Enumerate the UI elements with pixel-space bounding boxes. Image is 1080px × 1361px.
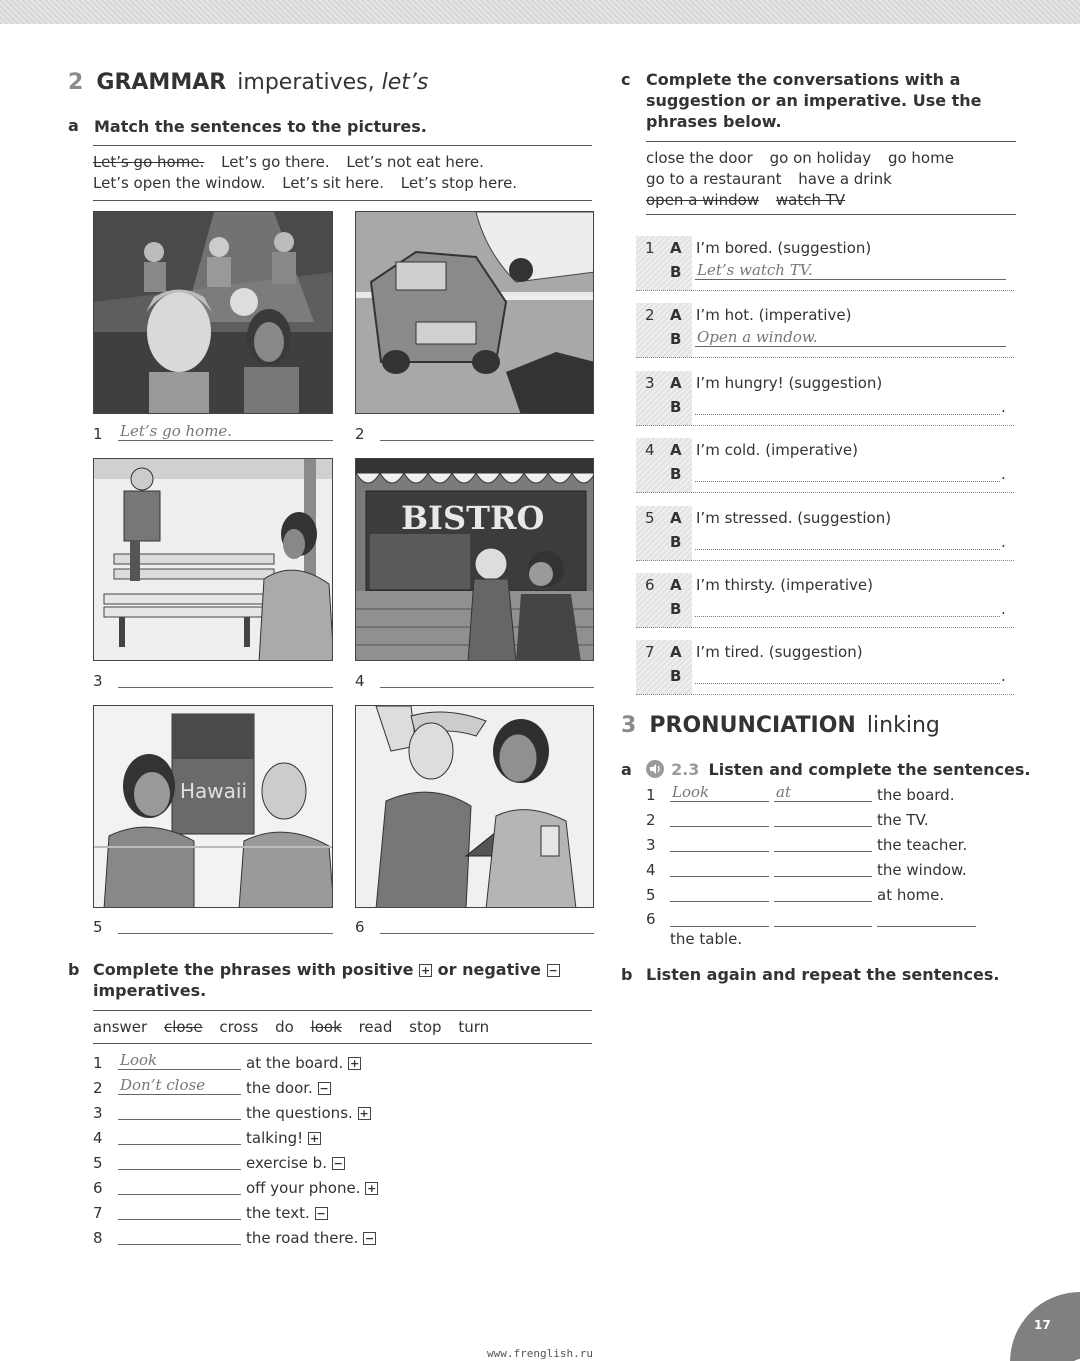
conversation xyxy=(636,371,1014,426)
answer-blank-word-3[interactable] xyxy=(877,907,976,927)
item-number: 5 xyxy=(646,886,656,904)
phrase-text: the door. xyxy=(246,1079,313,1097)
answer-blank-word-2[interactable] xyxy=(774,907,872,927)
phrase-text: the road there. xyxy=(246,1229,359,1247)
bistro-illustration xyxy=(356,459,594,661)
item-number: 2 xyxy=(646,811,656,829)
item-number: 3 xyxy=(646,836,656,854)
exercise-letter: a xyxy=(68,116,79,135)
phrase-box-row-2 xyxy=(646,170,892,188)
speaker-a: A xyxy=(670,509,682,527)
section-subtitle: linking xyxy=(866,713,940,738)
phrase-text: talking! xyxy=(246,1129,304,1147)
minus-box-icon: − xyxy=(333,1157,343,1170)
concert-illustration xyxy=(94,212,333,414)
speaker-a-line: I’m tired. (suggestion) xyxy=(696,643,863,661)
item-number: 6 xyxy=(645,576,655,594)
word: do xyxy=(275,1018,294,1036)
exercise-letter: a xyxy=(621,760,632,779)
divider xyxy=(93,200,592,201)
instruction-part: Complete the phrases with positive xyxy=(93,960,414,979)
plus-box-icon: + xyxy=(349,1057,360,1070)
answer-handwritten: Let’s go home. xyxy=(120,422,233,440)
answer-handwritten: Let’s watch TV. xyxy=(697,261,813,279)
speaker-b-answer[interactable] xyxy=(695,597,1000,617)
phrase-rest xyxy=(246,1104,371,1122)
phrase: close the door xyxy=(646,149,753,167)
picture-label-6: 6 xyxy=(355,918,365,936)
speaker-b: B xyxy=(670,533,682,551)
speaker-b: B xyxy=(670,330,682,348)
sentence-end: the board. xyxy=(877,786,955,804)
speaker-b-answer[interactable] xyxy=(695,395,1000,415)
minus-box-icon: − xyxy=(319,1082,329,1095)
phrase-text: off your phone. xyxy=(246,1179,361,1197)
item-number: 2 xyxy=(93,1079,103,1097)
speaker-a-line: I’m stressed. (suggestion) xyxy=(696,509,892,527)
answer-blank-word-2[interactable] xyxy=(774,857,872,877)
answer-blank-word-2[interactable] xyxy=(774,782,872,802)
phrase-struck: open a window xyxy=(646,191,760,209)
audio-icon[interactable] xyxy=(646,760,664,778)
phrase-struck: watch TV xyxy=(775,191,846,209)
phrase: Let’s go there. xyxy=(221,153,330,171)
plus-box-icon: + xyxy=(309,1132,320,1145)
answer-blank-word-2[interactable] xyxy=(774,882,872,902)
speaker-b: B xyxy=(670,465,682,483)
speaker-a-line: I’m thirsty. (imperative) xyxy=(696,576,874,594)
speaker-a: A xyxy=(670,374,682,392)
instruction-line: phrases below. xyxy=(646,112,782,131)
phrase-text: at the board. xyxy=(246,1054,344,1072)
full-stop: . xyxy=(1001,398,1006,416)
phrase: go home xyxy=(887,149,954,167)
picture-label-1: 1 xyxy=(93,425,103,443)
bistro-sign: BISTRO xyxy=(401,499,545,537)
item-number: 4 xyxy=(646,861,656,879)
phrase-rest xyxy=(246,1204,328,1222)
word: stop xyxy=(409,1018,442,1036)
speaker-b: B xyxy=(670,398,682,416)
speaker-a-line: I’m bored. (suggestion) xyxy=(696,239,872,257)
phrase-box-row-2 xyxy=(93,174,517,192)
answer-handwritten: Look xyxy=(672,783,710,801)
sentence-end: the teacher. xyxy=(877,836,968,854)
speaker-a: A xyxy=(670,576,682,594)
word: read xyxy=(358,1018,393,1036)
speaker-a-line: I’m cold. (imperative) xyxy=(696,441,858,459)
conversation xyxy=(636,438,1014,493)
conversation-divider xyxy=(636,290,1014,291)
answer-line-1[interactable] xyxy=(118,421,333,441)
speaker-a: A xyxy=(670,239,682,257)
page-number: 17 xyxy=(1034,1318,1051,1332)
answer-blank-word-2[interactable] xyxy=(774,832,872,852)
section-3-heading xyxy=(621,713,940,738)
speaker-a-line: I’m hot. (imperative) xyxy=(696,306,852,324)
phrase-box-row-1 xyxy=(646,149,954,167)
section-number: 3 xyxy=(621,713,637,738)
item-number: 3 xyxy=(93,1104,103,1122)
section-2-heading xyxy=(68,70,428,95)
picture-1-concert xyxy=(93,211,333,414)
footer-url: www.frenglish.ru xyxy=(487,1347,593,1360)
item-number: 5 xyxy=(93,1154,103,1172)
divider xyxy=(93,145,592,146)
minus-box-icon: − xyxy=(548,964,558,977)
item-number: 7 xyxy=(93,1204,103,1222)
picture-6-hot xyxy=(355,705,594,908)
full-stop: . xyxy=(1001,600,1006,618)
answer-blank[interactable] xyxy=(118,1150,241,1170)
section-subtitle: imperatives, xyxy=(237,70,382,95)
item-number: 6 xyxy=(93,1179,103,1197)
answer-line-3[interactable] xyxy=(118,668,333,688)
bench-illustration xyxy=(94,459,333,661)
exercise-2b-instruction xyxy=(93,959,563,1001)
full-stop: . xyxy=(1001,465,1006,483)
phrase-text: the text. xyxy=(246,1204,310,1222)
speaker-b: B xyxy=(670,263,682,281)
picture-4-bistro xyxy=(355,458,594,661)
conversation-divider xyxy=(636,425,1014,426)
picture-3-bench xyxy=(93,458,333,661)
answer-blank[interactable] xyxy=(118,1200,241,1220)
speaker-b-answer[interactable] xyxy=(695,664,1000,684)
instruction-part: imperatives. xyxy=(93,981,207,1000)
top-texture-band xyxy=(0,0,1080,24)
answer-handwritten: Look xyxy=(120,1051,158,1069)
hawaii-poster-text: Hawaii xyxy=(180,779,248,803)
speaker-a: A xyxy=(670,441,682,459)
answer-line-4[interactable] xyxy=(380,668,594,688)
phrase-rest xyxy=(246,1154,345,1172)
exercise-2c-instruction xyxy=(646,69,1016,132)
answer-blank-word-1[interactable] xyxy=(670,857,769,877)
answer-blank[interactable] xyxy=(118,1225,241,1245)
word: cross xyxy=(219,1018,259,1036)
item-number: 4 xyxy=(645,441,655,459)
item-number: 2 xyxy=(645,306,655,324)
item-number: 8 xyxy=(93,1229,103,1247)
conversation-divider xyxy=(636,560,1014,561)
speaker-b-answer[interactable] xyxy=(695,260,1006,280)
phrase: Let’s stop here. xyxy=(400,174,518,192)
instruction-text: Listen and complete the sentences. xyxy=(708,760,1031,779)
exercise-letter: b xyxy=(621,965,633,984)
speaker-b-answer[interactable] xyxy=(695,327,1006,347)
sentence-end: the TV. xyxy=(877,811,929,829)
answer-blank-word-1[interactable] xyxy=(670,907,769,927)
section-number: 2 xyxy=(68,70,84,95)
answer-line-5[interactable] xyxy=(118,914,333,934)
minus-box-icon: − xyxy=(365,1232,375,1245)
sentence-end: the window. xyxy=(877,861,967,879)
instruction-line: suggestion or an imperative. Use the xyxy=(646,91,982,110)
answer-handwritten: at xyxy=(776,783,791,801)
conversation xyxy=(636,303,1014,358)
answer-handwritten: Don’t close xyxy=(120,1076,206,1094)
phrase-rest xyxy=(246,1079,331,1097)
conversation-divider xyxy=(636,492,1014,493)
speaker-b-answer[interactable] xyxy=(695,462,1000,482)
item-number: 4 xyxy=(93,1129,103,1147)
item-number: 7 xyxy=(645,643,655,661)
sentence-end: at home. xyxy=(877,886,945,904)
speaker-a: A xyxy=(670,643,682,661)
conversation xyxy=(636,573,1014,628)
exercise-letter: c xyxy=(621,70,631,89)
word: turn xyxy=(458,1018,490,1036)
picture-2-car xyxy=(355,211,594,414)
sentence-end: the table. xyxy=(670,930,743,948)
phrase: go to a restaurant xyxy=(646,170,782,188)
instruction-part: or negative xyxy=(437,960,541,979)
answer-blank[interactable] xyxy=(118,1050,241,1070)
divider xyxy=(646,214,1016,215)
phrase-rest xyxy=(246,1129,321,1147)
picture-label-5: 5 xyxy=(93,918,103,936)
conversation-divider xyxy=(636,357,1014,358)
answer-blank[interactable] xyxy=(118,1100,241,1120)
answer-line-2[interactable] xyxy=(380,421,594,441)
item-number: 6 xyxy=(646,910,656,928)
phrase-rest xyxy=(246,1179,378,1197)
word-struck: close xyxy=(163,1018,203,1036)
speaker-a-line: I’m hungry! (suggestion) xyxy=(696,374,883,392)
answer-blank[interactable] xyxy=(118,1075,241,1095)
picture-5-hawaii xyxy=(93,705,333,908)
answer-blank-word-2[interactable] xyxy=(774,807,872,827)
hawaii-illustration xyxy=(94,706,333,908)
instruction-line: Complete the conversations with a xyxy=(646,70,961,89)
answer-handwritten: Open a window. xyxy=(697,328,818,346)
minus-box-icon: − xyxy=(316,1207,326,1220)
phrase-text: exercise b. xyxy=(246,1154,327,1172)
plus-box-icon: + xyxy=(420,964,431,977)
conversation-divider xyxy=(636,627,1014,628)
answer-line-6[interactable] xyxy=(380,914,594,934)
section-subtitle-italic: let’s xyxy=(381,70,429,95)
section-title: PRONUNCIATION xyxy=(649,713,856,738)
answer-blank-word-1[interactable] xyxy=(670,807,769,827)
divider xyxy=(646,141,1016,142)
speaker-b: B xyxy=(670,600,682,618)
answer-blank-word-1[interactable] xyxy=(670,882,769,902)
phrase-rest xyxy=(246,1229,376,1247)
answer-blank[interactable] xyxy=(118,1125,241,1145)
full-stop: . xyxy=(1001,667,1006,685)
plus-box-icon: + xyxy=(359,1107,369,1120)
phrase-box-row-3 xyxy=(646,191,845,209)
conversation xyxy=(636,236,1014,291)
exercise-2a-instruction xyxy=(68,116,427,136)
section-title: GRAMMAR xyxy=(96,70,227,95)
answer-blank[interactable] xyxy=(118,1175,241,1195)
phrase: Let’s sit here. xyxy=(282,174,384,192)
conversation xyxy=(636,506,1014,561)
picture-label-3: 3 xyxy=(93,672,103,690)
conversation-divider xyxy=(636,694,1014,695)
word-struck: look xyxy=(310,1018,342,1036)
speaker-a: A xyxy=(670,306,682,324)
item-number: 5 xyxy=(645,509,655,527)
item-number: 1 xyxy=(646,786,656,804)
answer-blank-word-1[interactable] xyxy=(670,832,769,852)
picture-label-4: 4 xyxy=(355,672,365,690)
phrase-text: the questions. xyxy=(246,1104,353,1122)
phrase: Let’s open the window. xyxy=(93,174,266,192)
speaker-b-answer[interactable] xyxy=(695,530,1000,550)
exercise-3b-instruction: Listen again and repeat the sentences. xyxy=(646,965,1000,984)
item-number: 1 xyxy=(93,1054,103,1072)
exercise-3a-instruction xyxy=(646,759,1030,780)
speaker-b: B xyxy=(670,667,682,685)
full-stop: . xyxy=(1001,533,1006,551)
picture-label-2: 2 xyxy=(355,425,365,443)
plus-box-icon: + xyxy=(367,1182,377,1195)
word: answer xyxy=(93,1018,148,1036)
phrase-rest xyxy=(246,1054,361,1072)
audio-track-number: 2.3 xyxy=(671,760,700,779)
divider xyxy=(93,1010,592,1011)
car-illustration xyxy=(356,212,594,414)
divider xyxy=(93,1043,592,1044)
hot-illustration xyxy=(356,706,594,908)
phrase-box-row-1 xyxy=(93,153,484,171)
item-number: 3 xyxy=(645,374,655,392)
answer-blank-word-1[interactable] xyxy=(670,782,769,802)
exercise-letter: b xyxy=(68,960,80,979)
instruction-text: Match the sentences to the pictures. xyxy=(94,117,427,136)
phrase: have a drink xyxy=(798,170,892,188)
word-box xyxy=(93,1018,489,1036)
conversation xyxy=(636,640,1014,695)
item-number: 1 xyxy=(645,239,655,257)
phrase: Let’s not eat here. xyxy=(346,153,484,171)
phrase-struck: Let’s go home. xyxy=(93,153,205,171)
phrase: go on holiday xyxy=(769,149,872,167)
